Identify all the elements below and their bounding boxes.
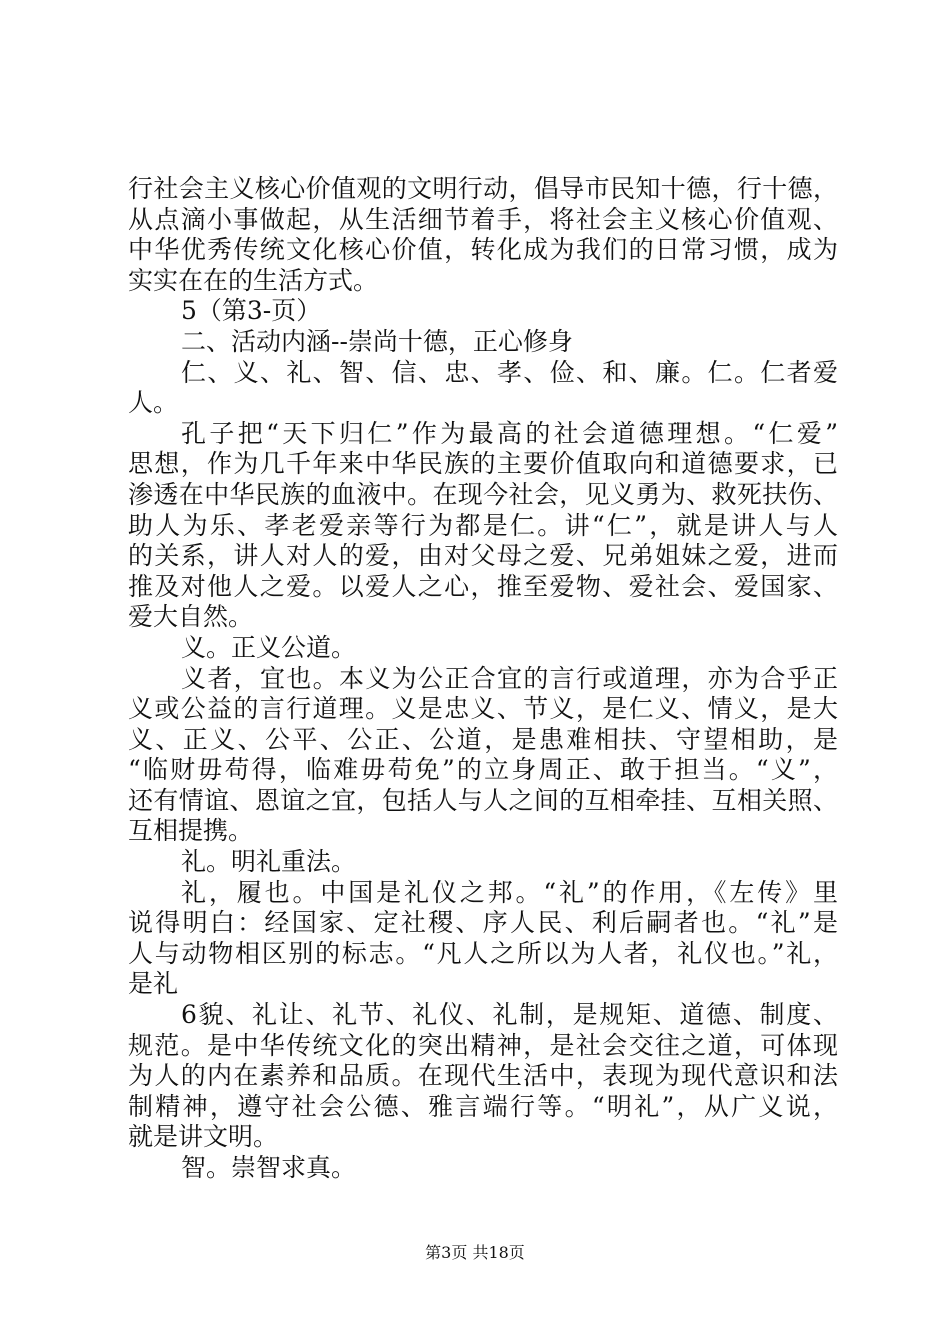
text-line: 从点滴小事做起，从生活细节着手，将社会主义核心价值观、 <box>128 204 838 234</box>
text-line: 人。 <box>128 388 179 418</box>
text-line: 孔子把“天下归仁”作为最高的社会道德理想。“仁爱” <box>181 418 838 448</box>
text-line: 的关系，讲人对人的爱，由对父母之爱、兄弟姐妹之爱，进而 <box>128 541 838 571</box>
text-line: 仁、义、礼、智、信、忠、孝、俭、和、廉。仁。仁者爱 <box>181 357 838 387</box>
text-line: 6貌、礼让、礼节、礼仪、礼制，是规矩、道德、制度、 <box>181 1000 838 1030</box>
text-line: 推及对他人之爱。以爱人之心，推至爱物、爱社会、爱国家、 <box>128 571 838 601</box>
text-line: 义。正义公道。 <box>181 632 357 662</box>
text-line: 礼，履也。中国是礼仪之邦。“礼”的作用，《左传》里 <box>181 877 838 907</box>
text-line: 规范。是中华传统文化的突出精神，是社会交往之道，可体现 <box>128 1030 838 1060</box>
text-line: 人与动物相区别的标志。“凡人之所以为人者，礼仪也。”礼， <box>128 938 838 968</box>
text-line: 5（第3-页） <box>181 296 322 326</box>
text-line: 爱大自然。 <box>128 602 254 632</box>
text-line: 还有情谊、恩谊之宜，包括人与人之间的互相牵挂、互相关照、 <box>128 785 838 815</box>
text-line: 制精神，遵守社会公德、雅言端行等。“明礼”，从广义说， <box>128 1091 838 1121</box>
page-footer: 第3页 共18页 <box>425 1243 525 1262</box>
text-line: 思想，作为几千年来中华民族的主要价值取向和道德要求，已 <box>128 449 838 479</box>
text-line: 为人的内在素养和品质。在现代生活中，表现为现代意识和法 <box>128 1061 838 1091</box>
text-line: 互相提携。 <box>128 816 254 846</box>
text-line: 智。崇智求真。 <box>181 1153 357 1182</box>
text-line: 行社会主义核心价值观的文明行动，倡导市民知十德，行十德， <box>128 174 838 203</box>
text-line: 义者，宜也。本义为公正合宜的言行或道理，亦为合乎正 <box>181 663 838 693</box>
text-line: 是礼 <box>128 969 179 999</box>
text-line: 义、正义、公平、公正、公道，是患难相扶、守望相助，是 <box>128 724 838 754</box>
text-line: 说得明白：经国家、定社稷、序人民、利后嗣者也。“礼”是 <box>128 908 838 938</box>
document-body <box>128 174 838 1184</box>
text-line: 礼。明礼重法。 <box>181 847 357 877</box>
text-line: 二、活动内涵--崇尚十德，正心修身 <box>181 326 573 356</box>
text-line: 义或公益的言行道理。义是忠义、节义，是仁义、情义，是大 <box>128 694 838 724</box>
text-line: “临财毋苟得，临难毋苟免”的立身周正、敢于担当。“义”， <box>128 755 838 785</box>
text-line: 助人为乐、孝老爱亲等行为都是仁。讲“仁”，就是讲人与人 <box>128 510 838 540</box>
text-line: 中华优秀传统文化核心价值，转化成为我们的日常习惯，成为 <box>128 235 838 265</box>
text-line: 渗透在中华民族的血液中。在现今社会，见义勇为、救死扶伤、 <box>128 479 838 509</box>
text-line: 就是讲文明。 <box>128 1122 279 1152</box>
text-line: 实实在在的生活方式。 <box>128 265 379 295</box>
